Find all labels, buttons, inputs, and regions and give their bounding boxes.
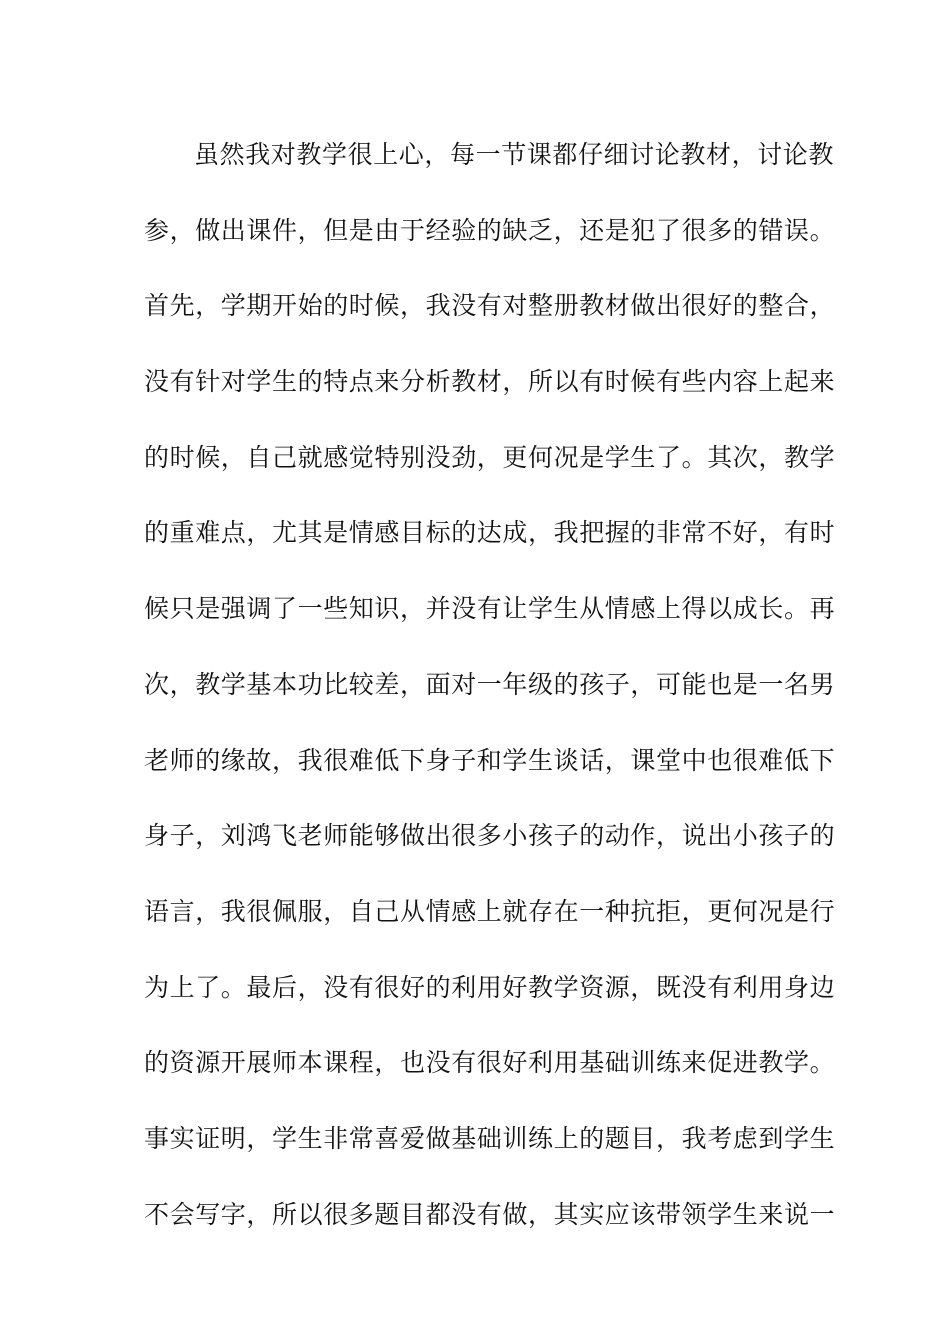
text-line-9: 老师的缘故，我很难低下身子和学生谈话，课堂中也很难低下 [144,745,836,775]
text-line-15: 不会写字，所以很多题目都没有做，其实应该带领学生来说一 [144,1199,836,1229]
text-line-6: 的重难点，尤其是情感目标的达成，我把握的非常不好，有时 [144,518,836,548]
text-line-13: 的资源开展师本课程，也没有很好利用基础训练来促进教学。 [144,1048,836,1078]
text-line-11: 语言，我很佩服，自己从情感上就存在一种抗拒，更何况是行 [144,896,836,926]
text-line-14: 事实证明，学生非常喜爱做基础训练上的题目，我考虑到学生 [144,1123,836,1153]
body-paragraph [144,133,836,1268]
text-line-8: 次，教学基本功比较差，面对一年级的孩子，可能也是一名男 [144,669,836,699]
text-line-10: 身子，刘鸿飞老师能够做出很多小孩子的动作，说出小孩子的 [144,821,836,851]
text-line-4: 没有针对学生的特点来分析教材，所以有时候有些内容上起来 [144,367,836,397]
text-line-1: 虽然我对教学很上心，每一节课都仔细讨论教材，讨论教 [194,140,835,169]
text-line-7: 候只是强调了一些知识，并没有让学生从情感上得以成长。再 [144,594,836,624]
text-line-3: 首先，学期开始的时候，我没有对整册教材做出很好的整合， [144,291,836,321]
text-line-2: 参，做出课件，但是由于经验的缺乏，还是犯了很多的错误。 [144,215,836,245]
text-line-12: 为上了。最后，没有很好的利用好教学资源，既没有利用身边 [144,972,836,1002]
text-line-5: 的时候，自己就感觉特别没劲，更何况是学生了。其次，教学 [144,442,836,472]
